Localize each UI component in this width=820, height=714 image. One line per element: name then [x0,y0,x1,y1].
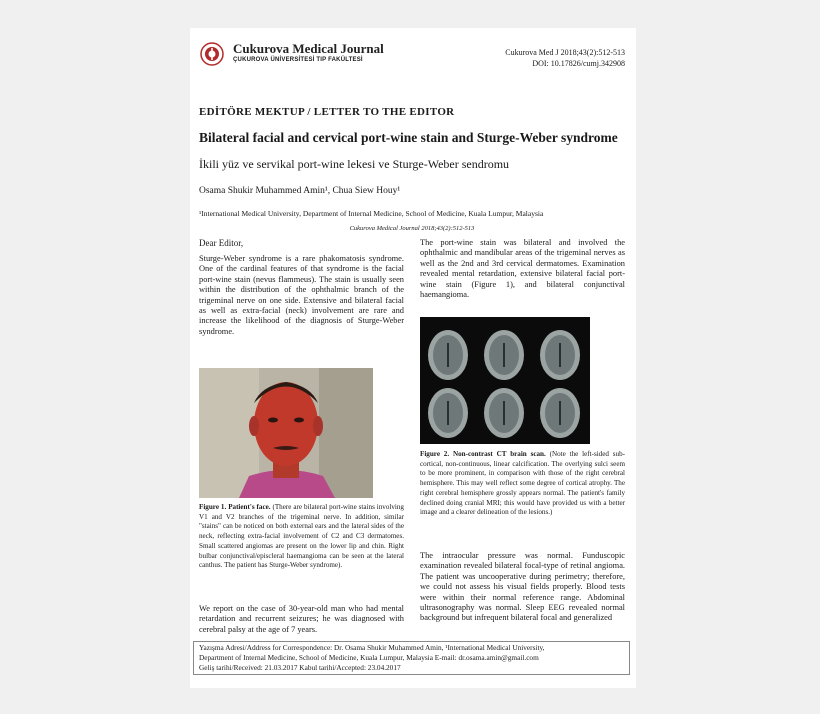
ct-slice [484,330,524,380]
journal-citation: Cukurova Med J 2018;43(2):512-513 [505,48,625,57]
journal-logo [200,42,224,66]
ct-slice [484,388,524,438]
affiliation: ¹International Medical University, Department of Internal Medicine, School of Medicine, Kuala Lumpur, Malaysia [199,209,544,218]
section-heading: EDİTÖRE MEKTUP / LETTER TO THE EDITOR [199,106,455,118]
authors: Osama Shukir Muhammed Amin¹, Chua Siew Houy¹ [199,186,401,196]
citation-line: Cukurova Medical Journal 2018;43(2):512-513 [349,225,475,232]
right-paragraph-2: The intraocular pressure was normal. Funduscopic examination revealed bilateral focal-type of retinal angioma. The patient was uncooperative during perimetry; therefore, we could not assess his visual fields properly. Blood tests were within their normal reference range. Abdominal ultrasonography was normal. Sleep EEG revealed normal background but infrequent bilateral focal and generalized [420,551,625,623]
received-accepted-dates: Geliş tarihi/Received: 21.03.2017 Kabul tarihi/Accepted: 23.04.2017 [199,663,401,672]
ct-slice [428,388,468,438]
salutation: Dear Editor, [199,238,244,248]
ct-slice [428,330,468,380]
patient-face-photo [199,368,373,498]
figure-1-label: Figure 1. Patient's face. [199,503,271,511]
journal-citation-block [460,47,625,69]
figure-2-text: (Note the left-sided sub-cortical, non-continuous, linear calcification. The overlying sulci seem to be more prominent, in comparison with those of the right cerebral hemisphere. This may well reflect some degree of cortical atrophy. The right cerebral hemisphere grossly appears normal. The patient's family declined doing cranial MRI; this would have provided us with a better image and a clearer delineation of the lesions.) [420,450,625,517]
figure-1-text: (There are bilateral port-wine stains involving V1 and V2 branches of the trigeminal nerve. In addition, similar "stains" can be noticed on both external ears and the lateral sides of the neck, reflecting extra-facial involvement of C2 and C3 dermatomes. Small scattered angiomas are present on the lower lip and chin. Right bulbar conjunctival/episcleral haemangioma can be seen at the lateral canthus. The patient has Sturge-Weber syndrome). [199,503,404,570]
figure-1-caption [199,503,404,571]
left-paragraph-2: We report on the case of 30-year-old man who had mental retardation and recurrent seizures; he was diagnosed with cerebral palsy at the age of 7 years. [199,604,404,634]
article-title: Bilateral facial and cervical port-wine stain and Sturge-Weber syndrome [199,130,618,145]
article-title-turkish: İkili yüz ve servikal port-wine lekesi ve Sturge-Weber sendromu [199,157,510,171]
journal-title: Cukurova Medical Journal [233,41,384,56]
correspondence-line-1: Yazışma Adresi/Address for Correspondence: Dr. Osama Shukir Muhammed Amin, ¹International Medical University, [199,643,545,652]
correspondence-text [199,643,625,673]
figure-2-label: Figure 2. Non-contrast CT brain scan. [420,450,546,458]
ct-slice [540,388,580,438]
ct-brain-scan [420,317,590,444]
journal-subtitle: ÇUKUROVA ÜNİVERSİTESİ TIP FAKÜLTESİ [233,57,363,63]
figure-2-caption [420,450,625,518]
right-paragraph-1: The port-wine stain was bilateral and involved the ophthalmic and mandibular areas of the trigeminal nerves as well as the 2nd and 3rd cervical dermatomes. Examination revealed mental retardation, extensive bilateral facial port-wine stain (Figure 1), and bilateral conjunctival haemangioma. [420,238,625,300]
ct-slice [540,330,580,380]
correspondence-line-2: Department of Internal Medicine, School of Medicine, Kuala Lumpur, Malaysia E-mail: dr.osama.amin@gmail.com [199,653,539,662]
left-paragraph-1: Sturge-Weber syndrome is a rare phakomatosis syndrome. One of the cardinal features of that syndrome is the facial port-wine stain (nevus flammeus). The stain is usually seen within the distribution of the ophthalmic branch of the trigeminal nerve on one side. Extensive and bilateral facial as well as extra-facial (neck) involvement are rare and increase the likelihood of the diagnosis of Sturge-Weber syndrome. [199,254,404,336]
doi: DOI: 10.17826/cumj.342908 [532,59,625,68]
